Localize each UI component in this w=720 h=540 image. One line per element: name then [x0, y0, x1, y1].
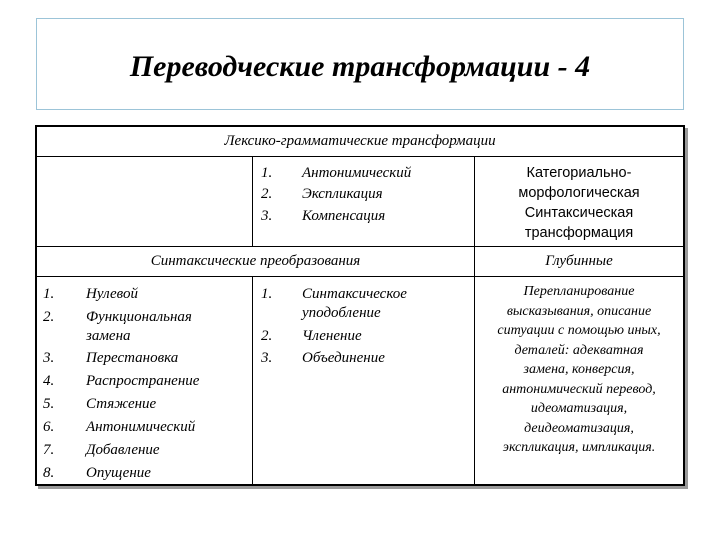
deep-line-2: высказывания, описание	[506, 303, 652, 319]
deep-line-5: замена, конверсия,	[523, 362, 635, 377]
categorial-line-4: трансформация	[524, 225, 634, 241]
row-divider-middle	[37, 246, 683, 247]
syntax-item-3: Перестановка	[86, 350, 179, 366]
deep-line-3: ситуации с помощью иных,	[497, 323, 661, 338]
syntax-num-8: 8.	[43, 465, 55, 481]
lexgram-item-2: Экспликация	[302, 186, 383, 202]
deep-line-6: антонимический перевод,	[502, 381, 656, 397]
transformations-table	[35, 125, 685, 486]
syntax-item-8: Опущение	[86, 465, 151, 481]
syntax-item-7: Добавление	[86, 442, 160, 458]
title-box	[36, 18, 684, 110]
categorial-line-2: морфологическая	[518, 185, 640, 201]
syntax-num-6: 6.	[43, 419, 55, 435]
syntax-item-6: Антонимический	[86, 419, 196, 435]
syntax-item-2: Функциональная	[86, 309, 192, 325]
header-syntax: Синтаксические преобразования	[150, 253, 361, 269]
deep-line-4: деталей: адекватная	[514, 342, 644, 358]
page-title: Переводческие трансформации - 4	[129, 50, 591, 83]
deep-line-8: деидеоматизация,	[524, 420, 634, 436]
syntax-num-3: 3.	[43, 350, 55, 366]
syntax2-item-2: Членение	[302, 328, 362, 344]
header-lexgram: Лексико-грамматические трансформации	[224, 133, 496, 149]
syntax2-num-3: 3.	[261, 350, 273, 366]
lexgram-item-1: Антонимический	[302, 165, 412, 181]
syntax-item-4: Распространение	[86, 373, 200, 389]
syntax-num-1: 1.	[43, 286, 55, 302]
row-divider-header2	[37, 276, 683, 277]
lexgram-num-1: 1.	[261, 165, 273, 181]
syntax2-item-1b: уподобление	[302, 305, 381, 321]
categorial-line-1: Категориально-	[526, 165, 632, 181]
syntax-num-5: 5.	[43, 396, 55, 412]
syntax2-item-3: Объединение	[302, 350, 385, 366]
header-deep: Глубинные	[545, 253, 613, 269]
syntax-num-7: 7.	[43, 442, 55, 458]
categorial-cell	[475, 163, 683, 243]
lexgram-num-2: 2.	[261, 186, 273, 202]
deep-cell	[475, 282, 683, 458]
deep-line-7: идеоматизация,	[530, 401, 628, 416]
syntax-num-2: 2.	[43, 309, 55, 325]
col-divider-left-lower	[252, 276, 253, 484]
categorial-line-3: Синтаксическая	[524, 205, 634, 221]
lexgram-num-3: 3.	[261, 208, 273, 224]
col-divider-left	[252, 156, 253, 246]
deep-line-1: Перепланирование	[523, 284, 635, 299]
syntax-item-2b: замена	[86, 328, 131, 344]
lexgram-item-3: Компенсация	[302, 208, 386, 224]
syntax2-item-1: Синтаксическое	[302, 286, 407, 302]
syntax-num-4: 4.	[43, 373, 55, 389]
syntax2-num-1: 1.	[261, 286, 273, 302]
syntax-item-1: Нулевой	[86, 286, 138, 302]
deep-line-9: экспликация, импликация.	[502, 440, 656, 455]
syntax-item-5: Стяжение	[86, 396, 157, 412]
syntax2-num-2: 2.	[261, 328, 273, 344]
row-divider-top	[37, 156, 683, 157]
